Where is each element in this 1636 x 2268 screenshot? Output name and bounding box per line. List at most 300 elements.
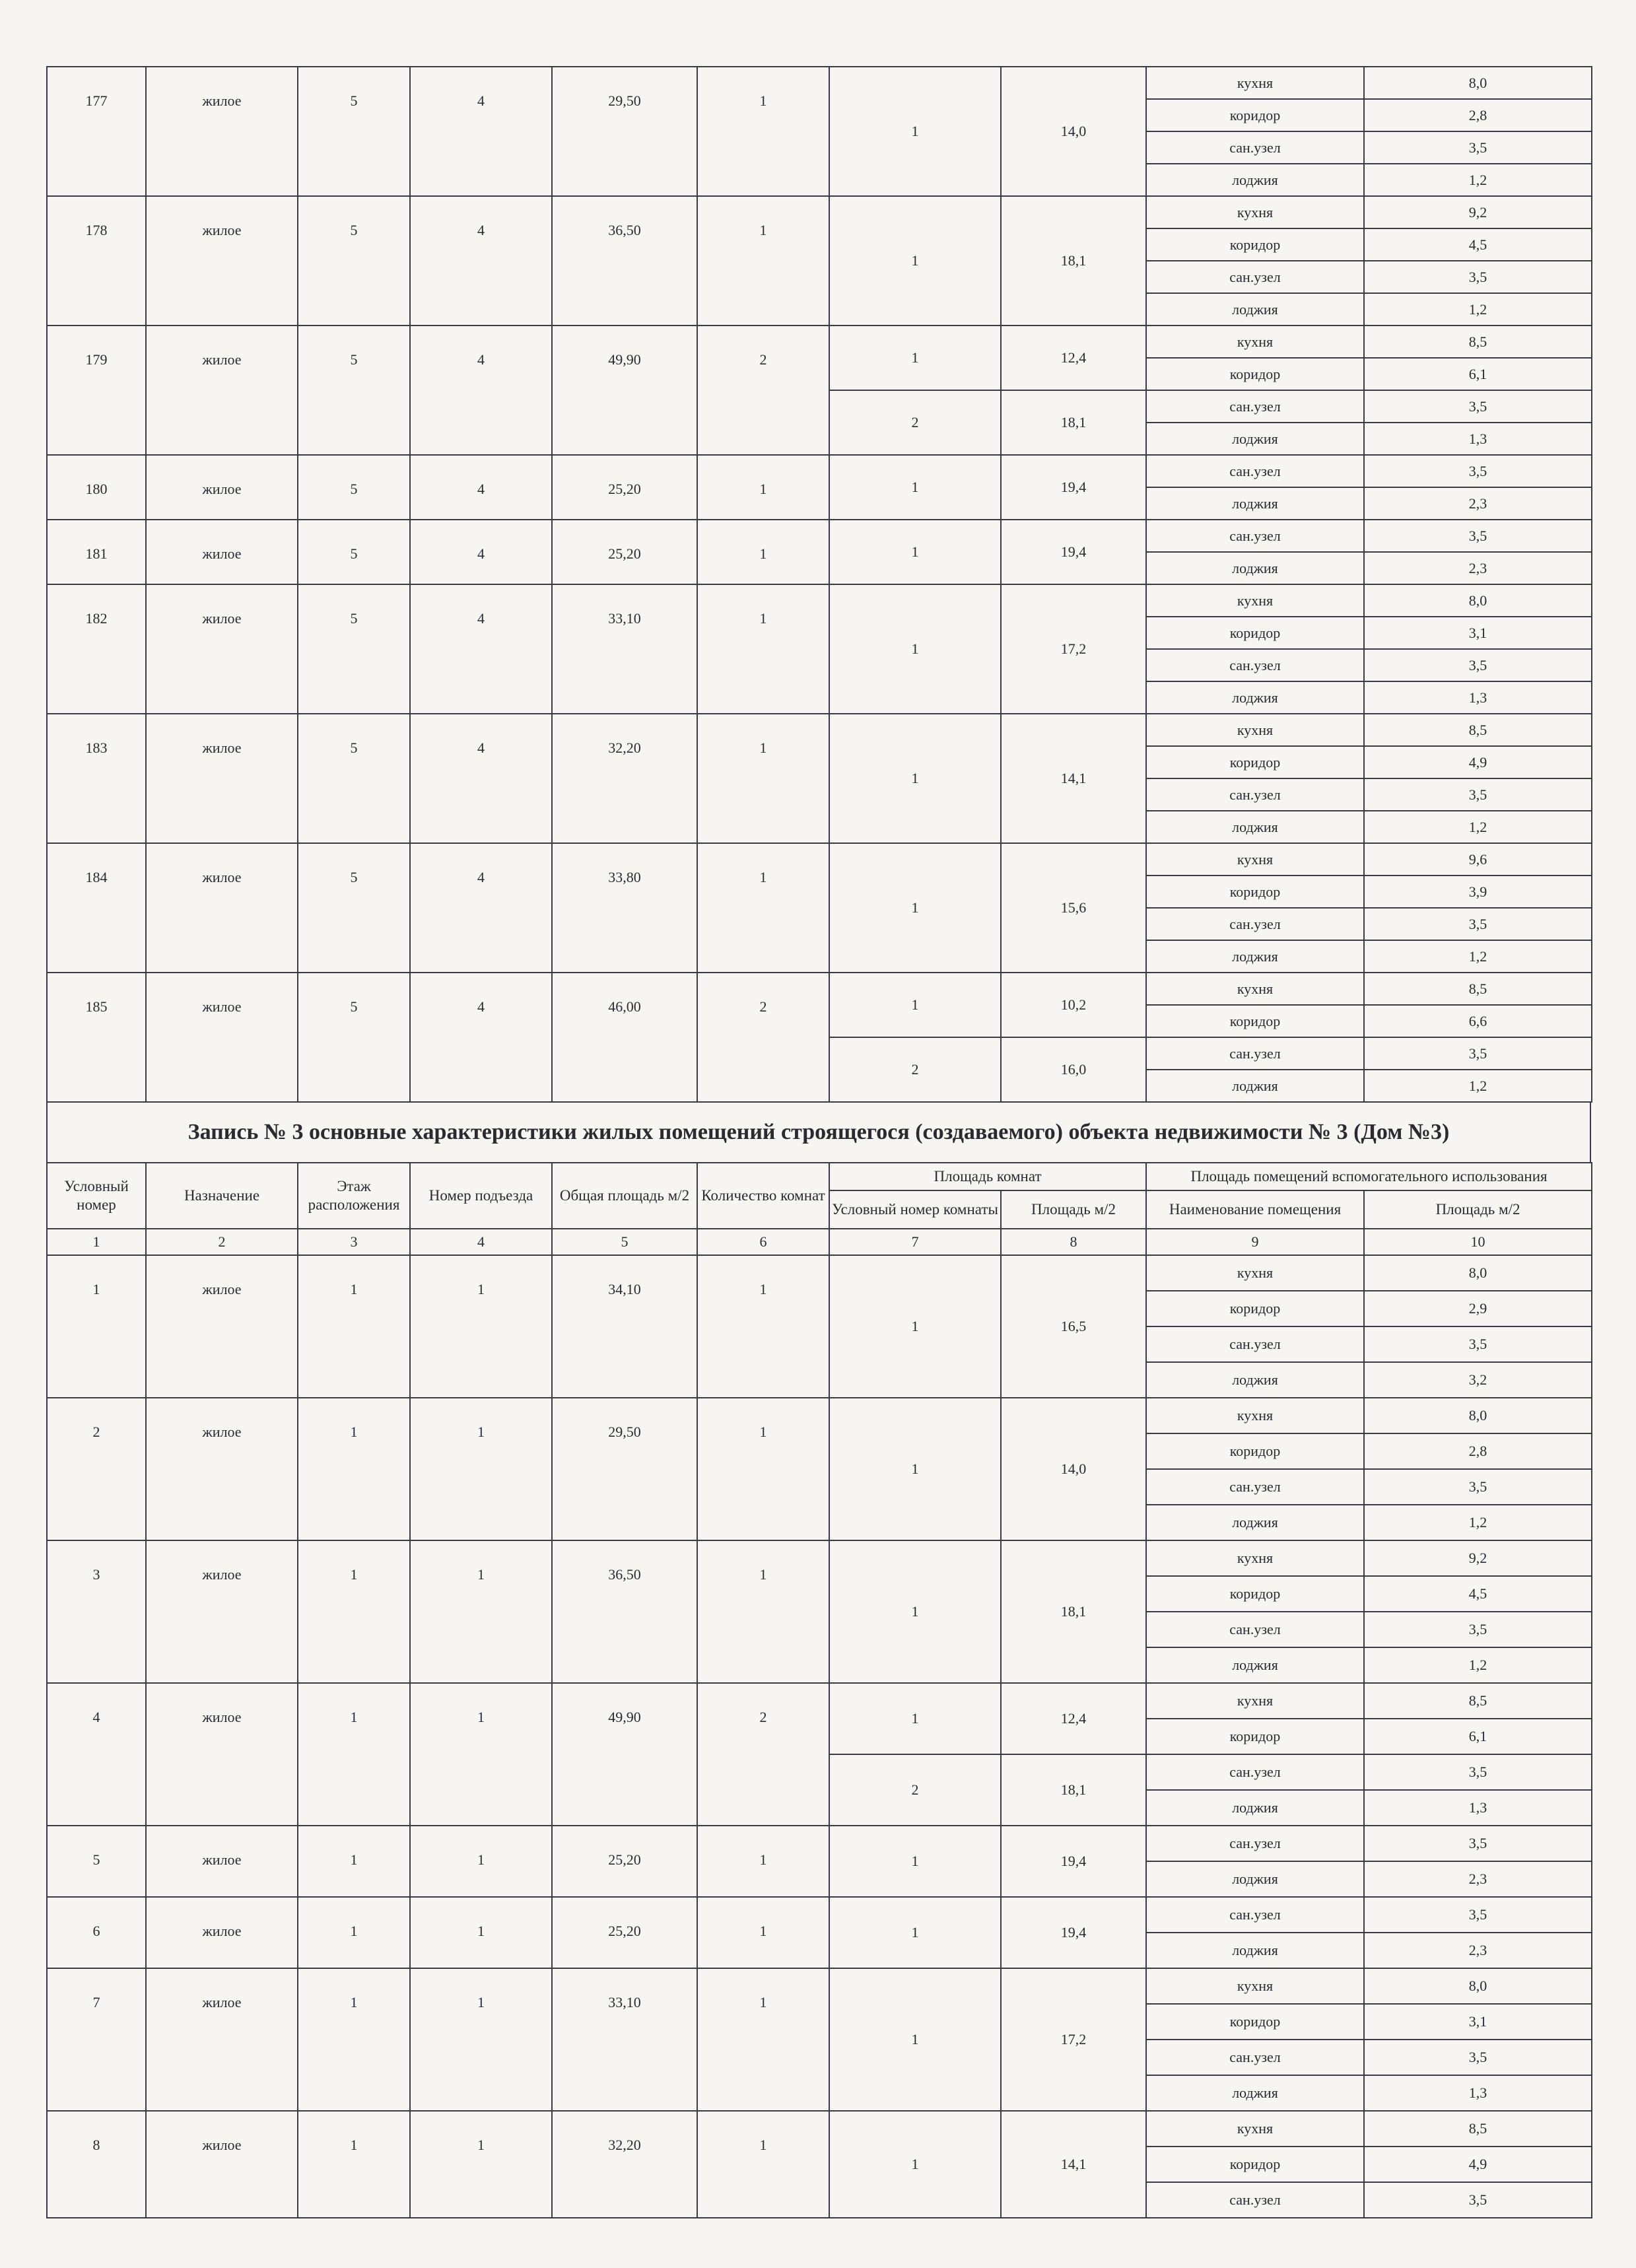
aux-room-name: лоджия xyxy=(1146,487,1364,520)
aux-room-name: коридор xyxy=(1146,228,1364,261)
table-row xyxy=(47,584,1592,617)
aux-room-name: сан.узел xyxy=(1146,520,1364,552)
unit-total-area: 25,20 xyxy=(552,520,697,584)
unit-floor: 5 xyxy=(298,67,410,196)
unit-rooms-count: 1 xyxy=(697,1398,829,1540)
room-area: 12,4 xyxy=(1001,1683,1146,1754)
room-number: 1 xyxy=(829,584,1001,714)
aux-room-name: кухня xyxy=(1146,67,1364,99)
aux-room-name: коридор xyxy=(1146,99,1364,131)
aux-room-area: 3,5 xyxy=(1364,261,1592,293)
room-area: 19,4 xyxy=(1001,520,1146,584)
unit-purpose: жилое xyxy=(146,714,298,843)
header-floor: Этаж расположения xyxy=(298,1163,410,1229)
room-number: 1 xyxy=(829,455,1001,520)
unit-number: 6 xyxy=(47,1897,146,1968)
aux-room-area: 2,3 xyxy=(1364,552,1592,584)
unit-number: 2 xyxy=(47,1398,146,1540)
aux-room-area: 8,5 xyxy=(1364,714,1592,746)
table-row xyxy=(47,67,1592,99)
aux-room-area: 8,0 xyxy=(1364,1255,1592,1291)
unit-total-area: 25,20 xyxy=(552,1897,697,1968)
unit-floor: 1 xyxy=(298,1683,410,1826)
room-number: 2 xyxy=(829,1037,1001,1102)
room-number: 1 xyxy=(829,843,1001,973)
aux-room-area: 9,2 xyxy=(1364,1540,1592,1576)
header-num: Условный номер xyxy=(47,1163,146,1229)
section3-title: Запись № 3 основные характеристики жилых помещений строящегося (создаваемого) объекта недвижимости № 3 (Дом №3) xyxy=(46,1103,1591,1162)
aux-room-name: сан.узел xyxy=(1146,2182,1364,2218)
aux-room-area: 6,1 xyxy=(1364,358,1592,390)
aux-room-name: кухня xyxy=(1146,714,1364,746)
aux-room-name: сан.узел xyxy=(1146,778,1364,811)
column-number: 10 xyxy=(1364,1229,1592,1255)
aux-room-name: коридор xyxy=(1146,876,1364,908)
unit-floor: 5 xyxy=(298,326,410,455)
unit-entrance: 4 xyxy=(410,520,552,584)
aux-room-name: сан.узел xyxy=(1146,1612,1364,1647)
aux-room-name: коридор xyxy=(1146,1576,1364,1612)
aux-room-area: 2,8 xyxy=(1364,99,1592,131)
aux-room-name: сан.узел xyxy=(1146,1897,1364,1933)
unit-purpose: жилое xyxy=(146,1540,298,1683)
aux-room-area: 6,1 xyxy=(1364,1719,1592,1754)
unit-floor: 5 xyxy=(298,973,410,1102)
unit-purpose: жилое xyxy=(146,1683,298,1826)
unit-purpose: жилое xyxy=(146,973,298,1102)
aux-room-name: лоджия xyxy=(1146,164,1364,196)
unit-purpose: жилое xyxy=(146,1398,298,1540)
unit-number: 180 xyxy=(47,455,146,520)
aux-room-name: лоджия xyxy=(1146,2075,1364,2111)
unit-entrance: 1 xyxy=(410,1398,552,1540)
aux-room-name: лоджия xyxy=(1146,1933,1364,1968)
unit-rooms-count: 2 xyxy=(697,326,829,455)
unit-rooms-count: 1 xyxy=(697,843,829,973)
unit-floor: 1 xyxy=(298,1540,410,1683)
aux-room-area: 3,5 xyxy=(1364,2182,1592,2218)
aux-room-area: 3,1 xyxy=(1364,617,1592,649)
aux-room-name: кухня xyxy=(1146,1968,1364,2004)
unit-total-area: 25,20 xyxy=(552,1826,697,1897)
unit-number: 177 xyxy=(47,67,146,196)
aux-room-area: 1,2 xyxy=(1364,1647,1592,1683)
header-rooms-count: Количество комнат xyxy=(697,1163,829,1229)
aux-room-name: кухня xyxy=(1146,1540,1364,1576)
room-area: 17,2 xyxy=(1001,1968,1146,2111)
aux-room-name: кухня xyxy=(1146,1255,1364,1291)
unit-purpose: жилое xyxy=(146,196,298,326)
room-number: 1 xyxy=(829,1683,1001,1754)
room-number: 1 xyxy=(829,326,1001,390)
room-area: 14,1 xyxy=(1001,714,1146,843)
room-area: 18,1 xyxy=(1001,196,1146,326)
aux-room-area: 3,5 xyxy=(1364,1897,1592,1933)
aux-room-name: коридор xyxy=(1146,1433,1364,1469)
aux-room-name: кухня xyxy=(1146,1398,1364,1433)
unit-rooms-count: 1 xyxy=(697,1255,829,1398)
room-number: 1 xyxy=(829,973,1001,1037)
aux-room-name: лоджия xyxy=(1146,1861,1364,1897)
unit-number: 3 xyxy=(47,1540,146,1683)
unit-floor: 1 xyxy=(298,1968,410,2111)
unit-entrance: 4 xyxy=(410,326,552,455)
room-number: 1 xyxy=(829,1826,1001,1897)
aux-room-area: 3,5 xyxy=(1364,390,1592,423)
aux-room-name: лоджия xyxy=(1146,423,1364,455)
aux-room-area: 3,5 xyxy=(1364,455,1592,487)
aux-room-name: лоджия xyxy=(1146,1070,1364,1102)
aux-room-area: 9,6 xyxy=(1364,843,1592,876)
room-area: 19,4 xyxy=(1001,455,1146,520)
unit-entrance: 1 xyxy=(410,1540,552,1683)
aux-room-name: сан.узел xyxy=(1146,261,1364,293)
aux-room-area: 1,3 xyxy=(1364,1790,1592,1826)
aux-room-area: 4,9 xyxy=(1364,746,1592,778)
table-row xyxy=(47,520,1592,552)
column-number: 7 xyxy=(829,1229,1001,1255)
aux-room-name: сан.узел xyxy=(1146,131,1364,164)
document-sheet xyxy=(46,66,1591,2218)
unit-floor: 1 xyxy=(298,1826,410,1897)
header-entrance: Номер подъезда xyxy=(410,1163,552,1229)
unit-floor: 5 xyxy=(298,843,410,973)
aux-room-name: лоджия xyxy=(1146,1647,1364,1683)
aux-room-area: 3,5 xyxy=(1364,520,1592,552)
aux-room-name: коридор xyxy=(1146,1005,1364,1037)
aux-room-name: лоджия xyxy=(1146,811,1364,843)
header-room-area: Площадь м/2 xyxy=(1001,1190,1146,1229)
unit-floor: 5 xyxy=(298,455,410,520)
room-number: 1 xyxy=(829,520,1001,584)
column-number: 1 xyxy=(47,1229,146,1255)
header-aux-area: Площадь м/2 xyxy=(1364,1190,1592,1229)
room-area: 17,2 xyxy=(1001,584,1146,714)
unit-rooms-count: 1 xyxy=(697,1968,829,2111)
unit-number: 183 xyxy=(47,714,146,843)
unit-rooms-count: 1 xyxy=(697,584,829,714)
unit-entrance: 1 xyxy=(410,1826,552,1897)
aux-room-area: 3,5 xyxy=(1364,1469,1592,1505)
unit-entrance: 4 xyxy=(410,455,552,520)
unit-rooms-count: 1 xyxy=(697,196,829,326)
header-aux-group: Площадь помещений вспомогательного использования xyxy=(1146,1163,1592,1190)
unit-number: 7 xyxy=(47,1968,146,2111)
unit-rooms-count: 1 xyxy=(697,2111,829,2218)
unit-total-area: 29,50 xyxy=(552,1398,697,1540)
unit-rooms-count: 2 xyxy=(697,973,829,1102)
aux-room-name: сан.узел xyxy=(1146,455,1364,487)
table-row xyxy=(47,1968,1592,2004)
unit-purpose: жилое xyxy=(146,1826,298,1897)
column-number: 5 xyxy=(552,1229,697,1255)
aux-room-area: 3,5 xyxy=(1364,908,1592,940)
room-area: 12,4 xyxy=(1001,326,1146,390)
unit-floor: 5 xyxy=(298,584,410,714)
unit-total-area: 36,50 xyxy=(552,1540,697,1683)
unit-floor: 1 xyxy=(298,1255,410,1398)
room-area: 16,0 xyxy=(1001,1037,1146,1102)
table-row xyxy=(47,455,1592,487)
unit-rooms-count: 1 xyxy=(697,520,829,584)
aux-room-area: 6,6 xyxy=(1364,1005,1592,1037)
unit-entrance: 1 xyxy=(410,1683,552,1826)
unit-total-area: 32,20 xyxy=(552,714,697,843)
aux-room-area: 9,2 xyxy=(1364,196,1592,228)
unit-number: 185 xyxy=(47,973,146,1102)
unit-entrance: 1 xyxy=(410,1968,552,2111)
column-number: 4 xyxy=(410,1229,552,1255)
unit-total-area: 29,50 xyxy=(552,67,697,196)
unit-purpose: жилое xyxy=(146,67,298,196)
aux-room-name: сан.узел xyxy=(1146,1469,1364,1505)
aux-room-area: 2,8 xyxy=(1364,1433,1592,1469)
unit-floor: 5 xyxy=(298,196,410,326)
aux-room-name: коридор xyxy=(1146,617,1364,649)
unit-floor: 5 xyxy=(298,520,410,584)
unit-entrance: 4 xyxy=(410,196,552,326)
units-table-section3 xyxy=(46,1162,1592,2218)
unit-number: 178 xyxy=(47,196,146,326)
unit-total-area: 33,10 xyxy=(552,1968,697,2111)
table-row xyxy=(47,1683,1592,1719)
unit-entrance: 4 xyxy=(410,843,552,973)
aux-room-area: 8,0 xyxy=(1364,1968,1592,2004)
aux-room-name: лоджия xyxy=(1146,940,1364,973)
aux-room-name: сан.узел xyxy=(1146,649,1364,681)
aux-room-area: 1,3 xyxy=(1364,2075,1592,2111)
unit-purpose: жилое xyxy=(146,455,298,520)
aux-room-name: сан.узел xyxy=(1146,908,1364,940)
aux-room-name: кухня xyxy=(1146,1683,1364,1719)
aux-room-area: 3,2 xyxy=(1364,1362,1592,1398)
unit-entrance: 4 xyxy=(410,584,552,714)
aux-room-name: сан.узел xyxy=(1146,1037,1364,1070)
aux-room-area: 8,5 xyxy=(1364,2111,1592,2147)
room-area: 18,1 xyxy=(1001,1540,1146,1683)
aux-room-name: лоджия xyxy=(1146,293,1364,326)
unit-number: 181 xyxy=(47,520,146,584)
aux-room-name: коридор xyxy=(1146,358,1364,390)
aux-room-area: 3,1 xyxy=(1364,2004,1592,2040)
aux-room-area: 1,3 xyxy=(1364,423,1592,455)
unit-number: 182 xyxy=(47,584,146,714)
unit-floor: 1 xyxy=(298,1897,410,1968)
table-row xyxy=(47,1398,1592,1433)
table-row xyxy=(47,973,1592,1005)
table-row xyxy=(47,1897,1592,1933)
aux-room-name: сан.узел xyxy=(1146,2040,1364,2075)
room-number: 1 xyxy=(829,1897,1001,1968)
aux-room-area: 3,9 xyxy=(1364,876,1592,908)
unit-floor: 1 xyxy=(298,2111,410,2218)
unit-total-area: 33,10 xyxy=(552,584,697,714)
table-row xyxy=(47,326,1592,358)
unit-rooms-count: 1 xyxy=(697,714,829,843)
header-room-num: Условный номер комнаты xyxy=(829,1190,1001,1229)
unit-entrance: 1 xyxy=(410,2111,552,2218)
aux-room-area: 1,2 xyxy=(1364,293,1592,326)
aux-room-name: лоджия xyxy=(1146,552,1364,584)
table-row xyxy=(47,2111,1592,2147)
room-number: 1 xyxy=(829,1540,1001,1683)
aux-room-area: 1,2 xyxy=(1364,811,1592,843)
room-area: 18,1 xyxy=(1001,390,1146,455)
unit-entrance: 1 xyxy=(410,1897,552,1968)
aux-room-name: коридор xyxy=(1146,2147,1364,2182)
aux-room-name: лоджия xyxy=(1146,1505,1364,1540)
room-number: 1 xyxy=(829,196,1001,326)
aux-room-name: лоджия xyxy=(1146,1790,1364,1826)
unit-purpose: жилое xyxy=(146,843,298,973)
aux-room-area: 8,0 xyxy=(1364,584,1592,617)
unit-purpose: жилое xyxy=(146,326,298,455)
aux-room-area: 1,2 xyxy=(1364,164,1592,196)
aux-room-area: 4,5 xyxy=(1364,1576,1592,1612)
aux-room-name: коридор xyxy=(1146,1291,1364,1326)
room-area: 15,6 xyxy=(1001,843,1146,973)
room-number: 1 xyxy=(829,2111,1001,2218)
aux-room-area: 1,3 xyxy=(1364,681,1592,714)
unit-purpose: жилое xyxy=(146,1255,298,1398)
table-row xyxy=(47,1826,1592,1861)
room-number: 1 xyxy=(829,1968,1001,2111)
unit-floor: 5 xyxy=(298,714,410,843)
table-row xyxy=(47,196,1592,228)
unit-entrance: 1 xyxy=(410,1255,552,1398)
aux-room-area: 3,5 xyxy=(1364,649,1592,681)
aux-room-area: 2,3 xyxy=(1364,1933,1592,1968)
unit-number: 8 xyxy=(47,2111,146,2218)
unit-number: 1 xyxy=(47,1255,146,1398)
aux-room-name: лоджия xyxy=(1146,681,1364,714)
unit-total-area: 46,00 xyxy=(552,973,697,1102)
aux-room-area: 3,5 xyxy=(1364,1754,1592,1790)
aux-room-area: 4,9 xyxy=(1364,2147,1592,2182)
aux-room-area: 3,5 xyxy=(1364,1326,1592,1362)
room-area: 10,2 xyxy=(1001,973,1146,1037)
column-number: 9 xyxy=(1146,1229,1364,1255)
unit-entrance: 4 xyxy=(410,67,552,196)
aux-room-name: сан.узел xyxy=(1146,1754,1364,1790)
aux-room-area: 2,3 xyxy=(1364,487,1592,520)
column-number: 8 xyxy=(1001,1229,1146,1255)
unit-purpose: жилое xyxy=(146,2111,298,2218)
aux-room-name: кухня xyxy=(1146,843,1364,876)
header-purpose: Назначение xyxy=(146,1163,298,1229)
unit-rooms-count: 1 xyxy=(697,455,829,520)
aux-room-name: сан.узел xyxy=(1146,1326,1364,1362)
aux-room-area: 3,5 xyxy=(1364,1037,1592,1070)
units-table-section1 xyxy=(46,66,1592,1103)
aux-room-area: 4,5 xyxy=(1364,228,1592,261)
aux-room-name: кухня xyxy=(1146,326,1364,358)
unit-total-area: 36,50 xyxy=(552,196,697,326)
unit-rooms-count: 1 xyxy=(697,1826,829,1897)
aux-room-area: 3,5 xyxy=(1364,1612,1592,1647)
room-number: 1 xyxy=(829,1398,1001,1540)
unit-purpose: жилое xyxy=(146,520,298,584)
aux-room-area: 8,5 xyxy=(1364,973,1592,1005)
aux-room-area: 3,5 xyxy=(1364,131,1592,164)
unit-purpose: жилое xyxy=(146,584,298,714)
aux-room-name: лоджия xyxy=(1146,1362,1364,1398)
table-row xyxy=(47,843,1592,876)
unit-rooms-count: 1 xyxy=(697,1540,829,1683)
unit-rooms-count: 1 xyxy=(697,67,829,196)
room-area: 14,0 xyxy=(1001,1398,1146,1540)
unit-number: 5 xyxy=(47,1826,146,1897)
room-area: 19,4 xyxy=(1001,1826,1146,1897)
aux-room-name: сан.узел xyxy=(1146,1826,1364,1861)
unit-rooms-count: 1 xyxy=(697,1897,829,1968)
column-number: 3 xyxy=(298,1229,410,1255)
unit-entrance: 4 xyxy=(410,973,552,1102)
aux-room-area: 8,0 xyxy=(1364,1398,1592,1433)
aux-room-area: 8,5 xyxy=(1364,1683,1592,1719)
aux-room-name: коридор xyxy=(1146,1719,1364,1754)
unit-rooms-count: 2 xyxy=(697,1683,829,1826)
unit-total-area: 33,80 xyxy=(552,843,697,973)
room-number: 2 xyxy=(829,1754,1001,1826)
unit-number: 4 xyxy=(47,1683,146,1826)
aux-room-name: кухня xyxy=(1146,973,1364,1005)
header-rooms-group: Площадь комнат xyxy=(829,1163,1146,1190)
unit-purpose: жилое xyxy=(146,1897,298,1968)
aux-room-name: сан.узел xyxy=(1146,390,1364,423)
aux-room-area: 1,2 xyxy=(1364,1505,1592,1540)
aux-room-area: 2,9 xyxy=(1364,1291,1592,1326)
unit-number: 179 xyxy=(47,326,146,455)
aux-room-name: коридор xyxy=(1146,746,1364,778)
aux-room-area: 8,0 xyxy=(1364,67,1592,99)
room-number: 1 xyxy=(829,714,1001,843)
aux-room-area: 8,5 xyxy=(1364,326,1592,358)
unit-total-area: 49,90 xyxy=(552,326,697,455)
room-area: 14,1 xyxy=(1001,2111,1146,2218)
table-row xyxy=(47,714,1592,746)
room-area: 14,0 xyxy=(1001,67,1146,196)
aux-room-area: 1,2 xyxy=(1364,1070,1592,1102)
room-number: 1 xyxy=(829,1255,1001,1398)
room-area: 19,4 xyxy=(1001,1897,1146,1968)
unit-purpose: жилое xyxy=(146,1968,298,2111)
aux-room-area: 3,5 xyxy=(1364,1826,1592,1861)
unit-total-area: 34,10 xyxy=(552,1255,697,1398)
room-area: 16,5 xyxy=(1001,1255,1146,1398)
aux-room-area: 2,3 xyxy=(1364,1861,1592,1897)
unit-number: 184 xyxy=(47,843,146,973)
unit-total-area: 25,20 xyxy=(552,455,697,520)
unit-total-area: 49,90 xyxy=(552,1683,697,1826)
aux-room-name: кухня xyxy=(1146,196,1364,228)
aux-room-area: 3,5 xyxy=(1364,2040,1592,2075)
room-number: 2 xyxy=(829,390,1001,455)
table-row xyxy=(47,1540,1592,1576)
room-number: 1 xyxy=(829,67,1001,196)
column-number: 2 xyxy=(146,1229,298,1255)
aux-room-area: 1,2 xyxy=(1364,940,1592,973)
aux-room-name: кухня xyxy=(1146,584,1364,617)
column-number: 6 xyxy=(697,1229,829,1255)
table-row xyxy=(47,1255,1592,1291)
aux-room-name: кухня xyxy=(1146,2111,1364,2147)
header-aux-name: Наименование помещения xyxy=(1146,1190,1364,1229)
room-area: 18,1 xyxy=(1001,1754,1146,1826)
unit-total-area: 32,20 xyxy=(552,2111,697,2218)
aux-room-area: 3,5 xyxy=(1364,778,1592,811)
aux-room-name: коридор xyxy=(1146,2004,1364,2040)
